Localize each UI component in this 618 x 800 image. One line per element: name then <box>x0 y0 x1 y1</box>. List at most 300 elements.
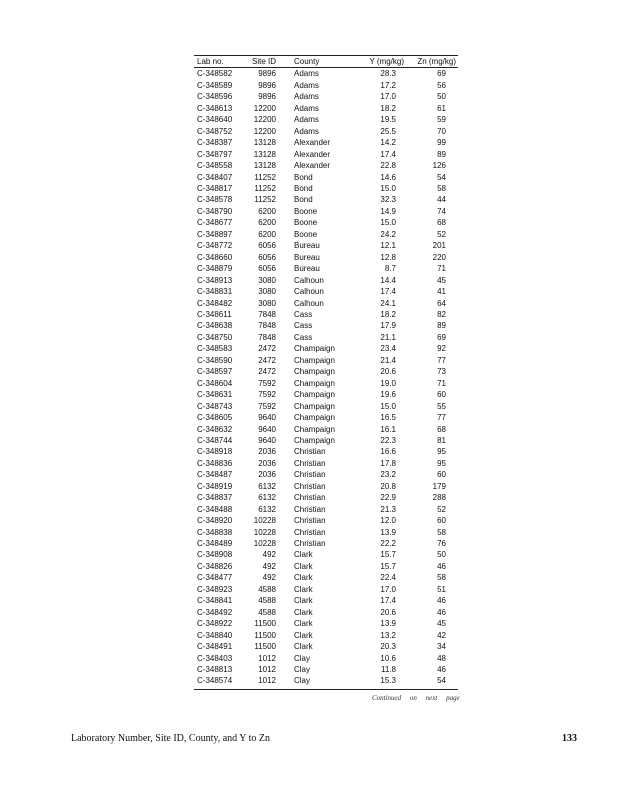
cell-county: Calhoun <box>294 287 324 297</box>
cell-county: Bond <box>294 183 313 193</box>
cell-zn: 69 <box>437 69 446 79</box>
cell-y: 17.9 <box>380 321 396 331</box>
cell-site-id: 9640 <box>258 424 276 434</box>
cell-county: Bureau <box>294 241 320 251</box>
cell-y: 14.2 <box>380 138 396 148</box>
cell-lab-no: C-348918 <box>197 447 233 457</box>
table-row <box>194 607 458 618</box>
table-row <box>194 275 458 286</box>
header-county: County <box>294 57 320 66</box>
cell-lab-no: C-348920 <box>197 516 233 526</box>
cell-lab-no: C-348582 <box>197 69 233 79</box>
cell-lab-no: C-348638 <box>197 321 233 331</box>
cell-zn: 42 <box>437 630 446 640</box>
cell-county: Adams <box>294 126 319 136</box>
cell-zn: 54 <box>437 676 446 686</box>
cell-y: 12.8 <box>380 252 396 262</box>
cell-zn: 68 <box>437 424 446 434</box>
cell-zn: 95 <box>437 458 446 468</box>
cell-site-id: 10228 <box>253 527 276 537</box>
cell-y: 14.9 <box>380 206 396 216</box>
cell-county: Christian <box>294 458 326 468</box>
cell-lab-no: C-348613 <box>197 103 233 113</box>
cell-zn: 288 <box>432 493 446 503</box>
cell-lab-no: C-348660 <box>197 252 233 262</box>
cell-y: 17.0 <box>380 584 396 594</box>
cell-y: 22.2 <box>380 539 396 549</box>
cell-lab-no: C-348772 <box>197 241 233 251</box>
cell-site-id: 6132 <box>258 481 276 491</box>
cell-y: 20.6 <box>380 607 396 617</box>
cell-zn: 45 <box>437 275 446 285</box>
cell-zn: 50 <box>437 92 446 102</box>
table-row <box>194 114 458 125</box>
cell-y: 21.3 <box>380 504 396 514</box>
cell-site-id: 6132 <box>258 493 276 503</box>
cell-county: Clark <box>294 573 313 583</box>
cell-county: Cass <box>294 321 313 331</box>
cell-lab-no: C-348838 <box>197 527 233 537</box>
cell-lab-no: C-348487 <box>197 470 233 480</box>
cell-county: Bond <box>294 195 313 205</box>
cell-y: 19.6 <box>380 390 396 400</box>
table-row <box>194 183 458 194</box>
table-row <box>194 527 458 538</box>
cell-county: Christian <box>294 470 326 480</box>
cell-lab-no: C-348797 <box>197 149 233 159</box>
cell-y: 14.4 <box>380 275 396 285</box>
cell-county: Calhoun <box>294 298 324 308</box>
cell-county: Bureau <box>294 264 320 274</box>
cell-lab-no: C-348841 <box>197 596 233 606</box>
cell-site-id: 13128 <box>253 138 276 148</box>
cell-county: Adams <box>294 80 319 90</box>
cell-zn: 46 <box>437 561 446 571</box>
cell-county: Champaign <box>294 344 335 354</box>
cell-site-id: 11252 <box>254 195 276 205</box>
cell-site-id: 12200 <box>253 103 276 113</box>
cell-lab-no: C-348640 <box>197 115 233 125</box>
cell-lab-no: C-348631 <box>197 390 233 400</box>
cell-lab-no: C-348632 <box>197 424 233 434</box>
cell-y: 23.4 <box>380 344 396 354</box>
cell-zn: 46 <box>437 596 446 606</box>
table-row <box>194 630 458 641</box>
cell-zn: 76 <box>437 539 446 549</box>
cell-site-id: 1012 <box>258 665 276 675</box>
cell-y: 17.4 <box>380 149 396 159</box>
cell-zn: 99 <box>437 138 446 148</box>
cell-lab-no: C-348596 <box>197 92 233 102</box>
cell-site-id: 12200 <box>253 126 276 136</box>
cell-lab-no: C-348922 <box>197 619 233 629</box>
cell-lab-no: C-348491 <box>197 642 233 652</box>
cell-y: 22.3 <box>380 435 396 445</box>
cell-lab-no: C-348919 <box>197 481 233 491</box>
cell-lab-no: C-348831 <box>197 287 233 297</box>
header-y: Y (mg/kg) <box>369 57 404 66</box>
cell-county: Champaign <box>294 424 335 434</box>
table-row <box>194 229 458 240</box>
cell-zn: 74 <box>437 206 446 216</box>
cell-zn: 52 <box>437 229 446 239</box>
cell-county: Bond <box>294 172 313 182</box>
cell-lab-no: C-348840 <box>197 630 233 640</box>
table-row <box>194 446 458 457</box>
cell-site-id: 7592 <box>258 390 276 400</box>
cell-county: Christian <box>294 504 326 514</box>
cell-y: 17.8 <box>380 458 396 468</box>
table-row <box>194 675 458 686</box>
header-zn: Zn (mg/kg) <box>417 57 456 66</box>
cell-county: Bureau <box>294 252 320 262</box>
cell-site-id: 2472 <box>258 355 276 365</box>
cell-lab-no: C-348574 <box>197 676 233 686</box>
cell-zn: 68 <box>437 218 446 228</box>
cell-zn: 64 <box>437 298 446 308</box>
cell-site-id: 6056 <box>258 252 276 262</box>
table-row <box>194 103 458 114</box>
cell-zn: 44 <box>437 195 446 205</box>
cell-site-id: 6056 <box>258 241 276 251</box>
table-body <box>194 68 458 687</box>
cell-lab-no: C-348578 <box>197 195 233 205</box>
cell-lab-no: C-348387 <box>197 138 233 148</box>
table-row <box>194 309 458 320</box>
cell-lab-no: C-348817 <box>197 183 233 193</box>
table-row <box>194 538 458 549</box>
cell-zn: 48 <box>437 653 446 663</box>
cell-y: 24.1 <box>380 298 396 308</box>
cell-site-id: 9640 <box>258 413 276 423</box>
table-row <box>194 137 458 148</box>
cell-site-id: 6200 <box>258 206 276 216</box>
cell-county: Clay <box>294 653 311 663</box>
cell-y: 18.2 <box>380 103 396 113</box>
cell-county: Clark <box>294 561 313 571</box>
cell-site-id: 6056 <box>258 264 276 274</box>
cell-site-id: 4588 <box>258 596 276 606</box>
cell-site-id: 11500 <box>254 642 276 652</box>
table-row <box>194 653 458 664</box>
cell-lab-no: C-348744 <box>197 435 233 445</box>
cell-zn: 71 <box>437 264 446 274</box>
cell-zn: 46 <box>437 607 446 617</box>
cell-zn: 50 <box>437 550 446 560</box>
cell-lab-no: C-348836 <box>197 458 233 468</box>
cell-lab-no: C-348589 <box>197 80 233 90</box>
cell-zn: 58 <box>437 573 446 583</box>
cell-lab-no: C-348908 <box>197 550 233 560</box>
table-row <box>194 332 458 343</box>
cell-county: Christian <box>294 481 326 491</box>
cell-y: 17.2 <box>380 80 396 90</box>
cell-lab-no: C-348813 <box>197 665 233 675</box>
cell-site-id: 7848 <box>258 321 276 331</box>
cell-y: 15.7 <box>380 550 396 560</box>
table-row <box>194 584 458 595</box>
cell-lab-no: C-348750 <box>197 332 233 342</box>
cell-zn: 82 <box>437 309 446 319</box>
table-row <box>194 401 458 412</box>
cell-lab-no: C-348611 <box>197 309 232 319</box>
cell-lab-no: C-348407 <box>197 172 233 182</box>
cell-zn: 60 <box>437 516 446 526</box>
table-row <box>194 298 458 309</box>
cell-y: 13.9 <box>380 527 396 537</box>
cell-site-id: 1012 <box>258 653 276 663</box>
cell-y: 21.1 <box>380 332 396 342</box>
cell-y: 25.5 <box>380 126 396 136</box>
header-site-id: Site ID <box>251 57 276 66</box>
cell-lab-no: C-348492 <box>197 607 233 617</box>
table-row <box>194 561 458 572</box>
cell-zn: 61 <box>437 103 446 113</box>
cell-y: 17.4 <box>380 287 396 297</box>
cell-y: 19.5 <box>380 115 396 125</box>
cell-y: 12.0 <box>380 516 396 526</box>
cell-county: Clark <box>294 584 313 594</box>
table-row <box>194 549 458 560</box>
table-row <box>194 149 458 160</box>
cell-site-id: 9896 <box>258 92 276 102</box>
cell-county: Alexander <box>294 138 331 148</box>
cell-county: Christian <box>294 516 326 526</box>
cell-lab-no: C-348558 <box>197 161 233 171</box>
cell-county: Clark <box>294 550 313 560</box>
cell-site-id: 9640 <box>258 435 276 445</box>
cell-site-id: 2472 <box>258 367 276 377</box>
cell-county: Calhoun <box>294 275 324 285</box>
cell-lab-no: C-348897 <box>197 229 233 239</box>
cell-zn: 73 <box>437 367 446 377</box>
cell-zn: 41 <box>437 287 446 297</box>
cell-lab-no: C-348488 <box>197 504 233 514</box>
cell-county: Champaign <box>294 367 335 377</box>
cell-site-id: 6200 <box>258 218 276 228</box>
cell-y: 22.9 <box>380 493 396 503</box>
table-row <box>194 595 458 606</box>
cell-zn: 77 <box>437 355 446 365</box>
cell-county: Champaign <box>294 413 335 423</box>
cell-zn: 81 <box>437 435 446 445</box>
cell-y: 19.0 <box>380 378 396 388</box>
cell-county: Clark <box>294 642 313 652</box>
cell-y: 15.0 <box>380 401 396 411</box>
table-row <box>194 91 458 102</box>
table-row <box>194 504 458 515</box>
cell-zn: 52 <box>437 504 446 514</box>
cell-zn: 95 <box>437 447 446 457</box>
table-row <box>194 389 458 400</box>
table-row <box>194 641 458 652</box>
cell-lab-no: C-348743 <box>197 401 233 411</box>
cell-site-id: 492 <box>262 573 276 583</box>
cell-lab-no: C-348597 <box>197 367 233 377</box>
table-row <box>194 286 458 297</box>
cell-y: 20.3 <box>380 642 396 652</box>
table-row <box>194 469 458 480</box>
table-row <box>194 343 458 354</box>
cell-county: Adams <box>294 115 319 125</box>
table-row <box>194 355 458 366</box>
cell-zn: 89 <box>437 149 446 159</box>
cell-county: Christian <box>294 493 326 503</box>
cell-zn: 59 <box>437 115 446 125</box>
cell-lab-no: C-348605 <box>197 413 233 423</box>
cell-y: 15.3 <box>380 676 396 686</box>
cell-site-id: 11500 <box>254 619 276 629</box>
cell-site-id: 7592 <box>258 401 276 411</box>
cell-zn: 45 <box>437 619 446 629</box>
cell-county: Clay <box>294 665 311 675</box>
cell-y: 10.6 <box>380 653 396 663</box>
cell-zn: 201 <box>432 241 446 251</box>
table-row <box>194 263 458 274</box>
table-row <box>194 492 458 503</box>
cell-zn: 179 <box>432 481 446 491</box>
cell-zn: 54 <box>437 172 446 182</box>
cell-site-id: 10228 <box>253 516 276 526</box>
cell-zn: 51 <box>437 584 446 594</box>
table-row <box>194 160 458 171</box>
table-header-row <box>194 56 458 68</box>
cell-site-id: 7848 <box>258 309 276 319</box>
cell-site-id: 9896 <box>258 80 276 90</box>
cell-site-id: 6200 <box>258 229 276 239</box>
cell-county: Boone <box>294 218 318 228</box>
cell-zn: 89 <box>437 321 446 331</box>
cell-lab-no: C-348403 <box>197 653 233 663</box>
cell-county: Christian <box>294 539 326 549</box>
cell-site-id: 2472 <box>258 344 276 354</box>
cell-y: 17.4 <box>380 596 396 606</box>
cell-site-id: 2036 <box>258 458 276 468</box>
cell-site-id: 11252 <box>254 183 276 193</box>
table-row <box>194 664 458 675</box>
cell-y: 16.6 <box>380 447 396 457</box>
cell-y: 15.7 <box>380 561 396 571</box>
cell-site-id: 7848 <box>258 332 276 342</box>
cell-site-id: 13128 <box>253 161 276 171</box>
cell-site-id: 1012 <box>258 676 276 686</box>
table-row <box>194 378 458 389</box>
cell-county: Cass <box>294 309 313 319</box>
cell-county: Champaign <box>294 355 335 365</box>
table-row <box>194 572 458 583</box>
data-table <box>194 56 458 687</box>
cell-lab-no: C-348790 <box>197 206 233 216</box>
cell-county: Champaign <box>294 390 335 400</box>
cell-y: 22.8 <box>380 161 396 171</box>
table-row <box>194 206 458 217</box>
cell-site-id: 4588 <box>258 584 276 594</box>
table-row <box>194 80 458 91</box>
cell-zn: 71 <box>437 378 446 388</box>
cell-county: Alexander <box>294 161 331 171</box>
cell-lab-no: C-348826 <box>197 561 233 571</box>
cell-site-id: 12200 <box>253 115 276 125</box>
cell-county: Boone <box>294 206 318 216</box>
table-row <box>194 412 458 423</box>
table-row <box>194 424 458 435</box>
cell-zn: 126 <box>432 161 446 171</box>
cell-zn: 220 <box>432 252 446 262</box>
header-lab-no: Lab no. <box>197 57 224 66</box>
cell-zn: 60 <box>437 470 446 480</box>
cell-zn: 34 <box>437 642 446 652</box>
cell-y: 15.0 <box>380 183 396 193</box>
cell-y: 24.2 <box>380 229 396 239</box>
table-row <box>194 366 458 377</box>
cell-y: 32.3 <box>380 195 396 205</box>
table-row <box>194 194 458 205</box>
cell-site-id: 10228 <box>253 539 276 549</box>
cell-y: 13.2 <box>380 630 396 640</box>
cell-site-id: 2036 <box>258 447 276 457</box>
page-number: 133 <box>562 733 577 744</box>
cell-county: Clark <box>294 630 313 640</box>
cell-y: 8.7 <box>384 264 396 274</box>
cell-county: Alexander <box>294 149 331 159</box>
table-row <box>194 618 458 629</box>
cell-site-id: 9896 <box>258 69 276 79</box>
cell-y: 14.6 <box>380 172 396 182</box>
cell-lab-no: C-348583 <box>197 344 233 354</box>
data-table-container <box>194 55 458 690</box>
cell-y: 18.2 <box>380 309 396 319</box>
cell-county: Adams <box>294 69 319 79</box>
cell-y: 20.8 <box>380 481 396 491</box>
cell-county: Christian <box>294 527 326 537</box>
cell-y: 23.2 <box>380 470 396 480</box>
continued-note: Continued on next page <box>372 694 460 702</box>
cell-y: 11.8 <box>381 665 396 675</box>
cell-lab-no: C-348677 <box>197 218 233 228</box>
cell-county: Cass <box>294 332 313 342</box>
table-row <box>194 435 458 446</box>
cell-zn: 69 <box>437 332 446 342</box>
cell-county: Boone <box>294 229 318 239</box>
cell-lab-no: C-348489 <box>197 539 233 549</box>
cell-zn: 58 <box>437 183 446 193</box>
cell-lab-no: C-348477 <box>197 573 233 583</box>
cell-lab-no: C-348482 <box>197 298 233 308</box>
table-bottom-rule <box>194 689 458 690</box>
cell-county: Clark <box>294 619 313 629</box>
cell-y: 17.0 <box>380 92 396 102</box>
cell-zn: 55 <box>437 401 446 411</box>
cell-site-id: 2036 <box>258 470 276 480</box>
cell-zn: 56 <box>437 80 446 90</box>
footer-title: Laboratory Number, Site ID, County, and Y to Zn <box>71 733 271 744</box>
table-row <box>194 481 458 492</box>
table-row <box>194 126 458 137</box>
cell-lab-no: C-348752 <box>197 126 233 136</box>
cell-site-id: 492 <box>262 550 276 560</box>
table-row <box>194 458 458 469</box>
table-row <box>194 217 458 228</box>
table-row <box>194 68 458 80</box>
cell-y: 28.3 <box>380 69 396 79</box>
cell-county: Champaign <box>294 378 335 388</box>
cell-y: 12.1 <box>380 241 396 251</box>
cell-y: 16.1 <box>380 424 396 434</box>
cell-zn: 77 <box>437 413 446 423</box>
cell-site-id: 492 <box>262 561 276 571</box>
cell-county: Clark <box>294 596 313 606</box>
table-row <box>194 320 458 331</box>
